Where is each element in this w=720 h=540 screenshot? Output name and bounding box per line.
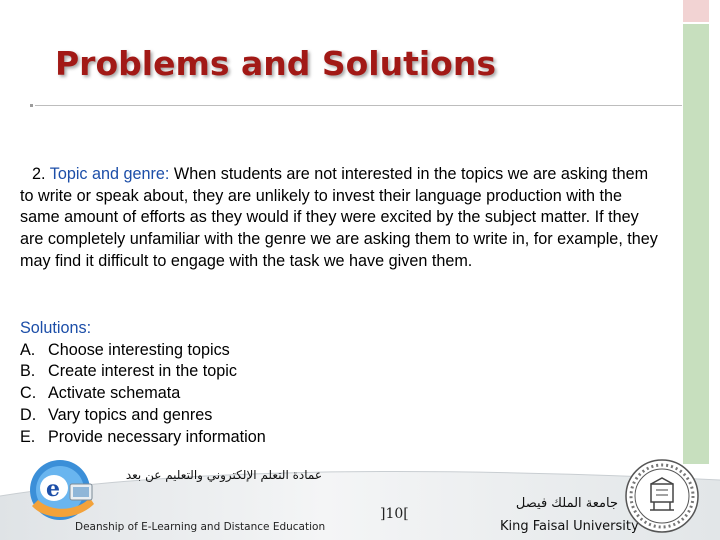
solution-item <box>20 361 660 383</box>
solution-item <box>20 340 660 362</box>
solution-item <box>20 383 660 405</box>
side-accent-pink <box>683 0 709 22</box>
side-accent-green <box>683 24 709 464</box>
problem-paragraph <box>20 164 660 273</box>
solution-text: Choose interesting topics <box>48 340 230 359</box>
solution-letter: B. <box>20 362 36 381</box>
solution-letter: D. <box>20 405 37 424</box>
solution-item <box>20 427 660 449</box>
slide-title: Problems and Solutions <box>55 44 496 83</box>
solution-letter: A. <box>20 340 36 359</box>
title-divider <box>35 105 682 106</box>
solutions-heading: Solutions: <box>20 319 92 337</box>
svg-text:e: e <box>46 476 60 502</box>
solution-text: Activate schemata <box>48 384 181 403</box>
solution-text: Provide necessary information <box>48 427 266 446</box>
solution-text: Vary topics and genres <box>48 405 213 424</box>
title-rule-dot <box>30 104 33 107</box>
paragraph-number: 2. <box>32 165 46 183</box>
elearning-logo-icon <box>24 454 104 524</box>
deanship-english: Deanship of E-Learning and Distance Education <box>75 521 326 533</box>
university-seal-icon <box>624 458 700 534</box>
page-number: ]10[ <box>380 506 409 522</box>
university-arabic: جامعة الملك فيصل <box>515 496 618 511</box>
paragraph-text: When students are not interested in the topics we are asking them to write or speak about, they are unlikely to invest their language production with the same amount of efforts as they would if they were excited by the subject matter. If they are completely unfamiliar with the genre we are asking them to write in, for example, they may find it difficult to engage with the task we have given them. <box>20 165 658 270</box>
topic-label: Topic and genre: <box>49 165 170 183</box>
solutions-list <box>20 318 660 448</box>
solution-item <box>20 405 660 427</box>
solution-letter: E. <box>20 427 36 446</box>
deanship-arabic: عمادة التعلم الإلكتروني والتعليم عن بعد <box>125 468 322 482</box>
solution-text: Create interest in the topic <box>48 362 237 381</box>
solution-letter: C. <box>20 384 37 403</box>
university-english: King Faisal University <box>500 519 639 534</box>
